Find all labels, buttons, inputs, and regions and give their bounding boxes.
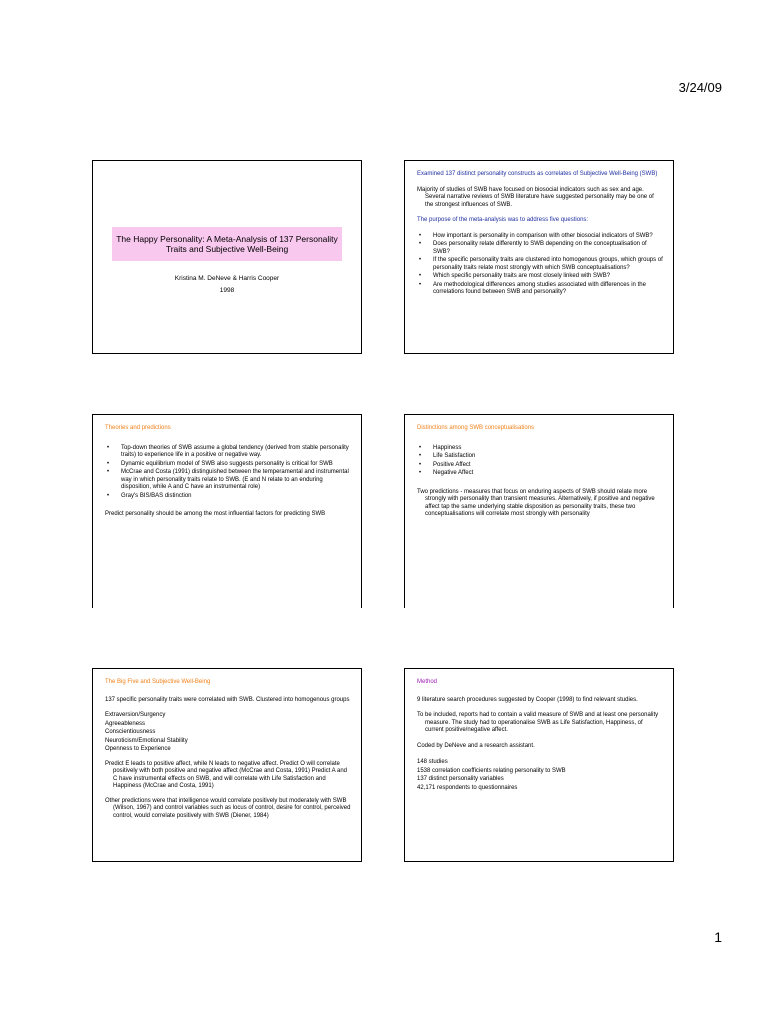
list-item: Neuroticism/Emotional Stability [105,737,188,744]
list-item: • Positive Affect [417,462,663,470]
slide-paragraph: Other predictions were that intelligence would correlate positively but moderately with SWB (Wilson, 1967) and control variables such as locus of control, desire for control, perceived control, would correlate positively with SWB (Diener, 1984) [105,797,351,819]
theories-list [105,445,351,501]
stats-list [417,759,663,792]
slide-heading: Theories and predictions [105,425,171,431]
slide-paragraph: Coded by DeNeve and a research assistant. [417,742,535,749]
list-item: Conscientiousness [105,729,156,735]
authors-block [93,273,361,298]
slide-distinctions [404,414,674,608]
traits-list [105,712,351,754]
slide-paragraph: Majority of studies of SWB have focused on biosocial indicators such as sex and age. Several narrative reviews of SWB literature have suggested personality may be one of the strongest influences of SWB. [417,186,654,208]
slide-heading: Examined 137 distinct personality constructs as correlates of Subjective Well-Being (SWB) [417,171,658,177]
slide-paragraph: Predict personality should be among the most influential factors for predicting SWB [105,511,326,517]
slide-heading: The Big Five and Subjective Well-Being [105,679,211,685]
list-item: 137 distinct personality variables [417,776,504,782]
print-date: 3/24/09 [678,80,722,95]
slide-overview [404,160,674,354]
slide-paragraph: Two predictions - measures that focus on enduring aspects of SWB should relate more strongly with personality than transient measures. Alternatively, if positive and negative affect tap the same underlying stable disposition as personality traits, these two conceptualisations will correlate most strongly with personality [417,488,655,517]
slide-method [404,668,674,862]
list-item: • How important is personality in comparison with other biosocial indicators of SWB? [417,233,663,241]
list-item: • Gray's BIS/BAS distinction [105,493,351,501]
list-item: • Life Satisfaction [417,453,663,461]
slide-title [92,160,362,354]
list-item: • Which specific personality traits are most closely linked with SWB? [417,273,663,281]
publication-year: 1998 [219,287,235,295]
list-item: 42,171 respondents to questionnaires [417,784,518,791]
slide-heading: Method [417,679,438,685]
list-item: • Does personality relate differently to SWB depending on the conceptualisation of SWB? [417,241,663,256]
list-item: • Top-down theories of SWB assume a global tendency (derived from stable personality traits) to experience life in a positive or negative way. [105,445,351,460]
list-item: 148 studies [417,759,448,765]
slide-theories [92,414,362,608]
slide-paragraph: 137 specific personality traits were correlated with SWB. Clustered into homogenous groups [105,696,350,703]
authors: Kristina M. DeNeve & Harris Cooper [174,275,280,282]
conceptualisations-list [417,445,663,478]
presentation-title: The Happy Personality: A Meta-Analysis of 137 Personality Traits and Subjective Well-Being [116,233,338,254]
slide-paragraph: 9 literature search procedures suggested by Cooper (1998) to find relevant studies. [417,696,638,703]
list-item: Extraversion/Surgency [105,712,166,718]
slide-title-box [112,227,342,261]
list-item: • Happiness [417,445,663,453]
list-item: 1538 correlation coefficients relating personality to SWB [417,767,566,774]
list-item: • McCrae and Costa (1991) distinguished between the temperamental and instrumental way in which personality traits relate to SWB. (E and N relate to an enduring disposition, while A and C have an instrumental role) [105,469,351,492]
list-item: Agreeableness [105,720,146,727]
list-item: Openness to Experience [105,746,171,752]
list-item: • Are methodological differences among studies associated with differences in the correlations found between SWB and personality? [417,282,663,297]
list-item: • Dynamic equilibrium model of SWB also suggests personality is critical for SWB [105,461,351,469]
slide-paragraph: Predict E leads to positive affect, while N leads to negative affect. Predict O will correlate positively with both positive and negative affect (McCrae and Costa, 1991) Predict A and C have instrumental effects on SWB, and will correlate with Life Satisfaction and Happiness (McCrae and Costa, 1991) [105,760,348,789]
questions-list [417,233,663,297]
purpose-statement: The purpose of the meta-analysis was to address five questions: [417,217,589,223]
slide-paragraph: To be included, reports had to contain a valid measure of SWB and at least one personality measure. The study had to operationalise SWB as Life Satisfaction, Happiness, of current positive/negative affect. [417,712,659,733]
slide-heading: Distinctions among SWB conceptualisations [417,425,535,431]
list-item: • If the specific personality traits are clustered into homogenous groups, which groups of personality traits relate most strongly with which SWB conceptualisations? [417,257,663,272]
list-item: • Negative Affect [417,470,663,478]
page-number: 1 [714,929,722,945]
slide-big-five [92,668,362,862]
